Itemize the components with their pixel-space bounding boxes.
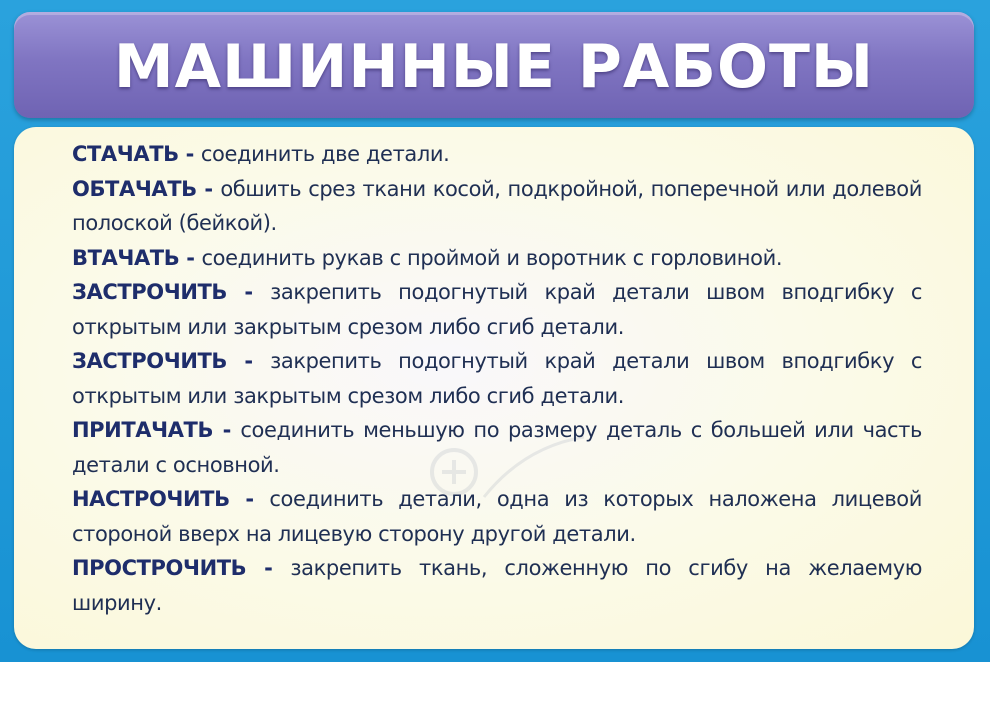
page-title: МАШИННЫЕ РАБОТЫ: [113, 32, 875, 102]
definition-entry: [72, 275, 922, 344]
term: НАСТРОЧИТЬ: [72, 487, 230, 511]
definition-entry: [72, 137, 922, 172]
term-separator: -: [246, 556, 291, 580]
definition-text: соединить две детали.: [200, 142, 450, 166]
term: ПРОСТРОЧИТЬ: [72, 556, 247, 580]
definition-text: закрепить ткань, сложенную по сгибу на желаемую ширину.: [72, 556, 922, 615]
term: ЗАСТРОЧИТЬ: [72, 280, 228, 304]
term-separator: -: [179, 245, 202, 270]
definition-text: закрепить подогнутый край детали швом вподгибку с открытым или закрытым срезом либо сгиб детали.: [72, 280, 922, 339]
definition-text: соединить детали, одна из которых наложена лицевой стороной вверх на лицевую сторону другой детали.: [72, 487, 922, 546]
term: ВТАЧАТЬ: [72, 245, 180, 270]
term: ЗАСТРОЧИТЬ: [72, 349, 228, 373]
term-separator: -: [196, 176, 221, 201]
term-separator: -: [227, 280, 271, 304]
definition-text: соединить рукав с проймой и воротник с горловиной.: [201, 245, 783, 270]
definition-text: обшить срез ткани косой, подкройной, поперечной или долевой полоской (бейкой).: [72, 176, 923, 235]
term: ПРИТАЧАТЬ: [72, 418, 214, 442]
term: ОБТАЧАТЬ: [72, 176, 197, 201]
title-banner: [14, 12, 974, 118]
definition-entry: [72, 413, 922, 482]
definitions-list: [72, 137, 922, 620]
term-separator: -: [227, 349, 271, 373]
definition-entry: [72, 172, 922, 241]
definition-text: закрепить подогнутый край детали швом вподгибку с открытым или закрытым срезом либо сгиб детали.: [72, 349, 922, 408]
term-separator: -: [213, 418, 241, 442]
definition-entry: [72, 551, 922, 620]
term: СТАЧАТЬ: [72, 142, 179, 166]
definition-entry: [72, 344, 922, 413]
content-panel: [14, 127, 974, 649]
definition-text: соединить меньшую по размеру деталь с большей или часть детали с основной.: [72, 418, 922, 477]
term-separator: -: [229, 487, 270, 511]
definition-entry: [72, 482, 922, 551]
term-separator: -: [178, 142, 201, 166]
definition-entry: [72, 241, 922, 276]
